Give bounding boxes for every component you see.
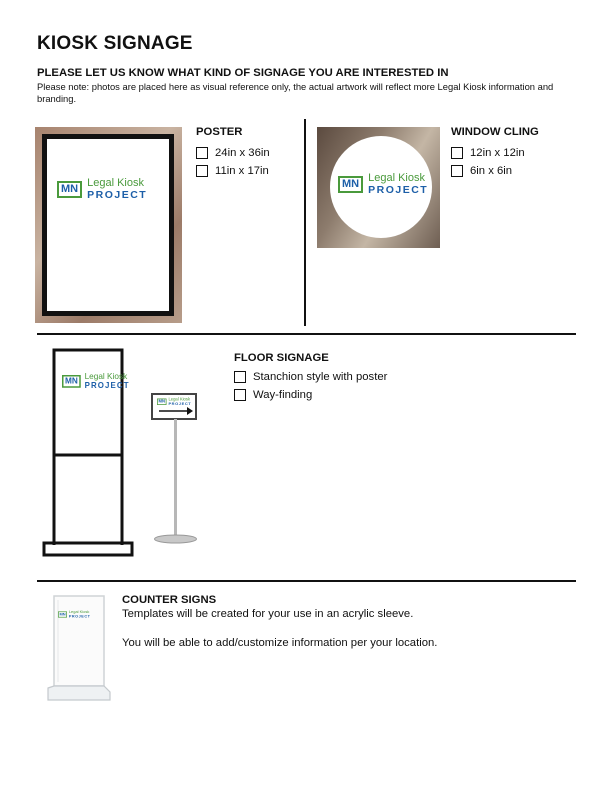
option-label: Way-finding	[253, 389, 313, 401]
logo-line1: Legal Kiosk	[168, 397, 191, 402]
poster-heading: POSTER	[196, 126, 243, 138]
checkbox[interactable]	[234, 371, 246, 383]
mn-logo-icon: MN	[338, 176, 363, 193]
option-label: 6in x 6in	[470, 165, 513, 177]
option-label: 24in x 36in	[215, 147, 270, 159]
legal-kiosk-logo	[338, 172, 428, 196]
page-title: KIOSK SIGNAGE	[37, 33, 193, 54]
floor-option-way-finding[interactable]	[234, 386, 387, 404]
section-divider	[37, 333, 576, 335]
vertical-divider	[304, 119, 306, 326]
legal-kiosk-logo	[157, 397, 191, 406]
checkbox[interactable]	[451, 147, 463, 159]
floor-option-stanchion[interactable]	[234, 368, 387, 386]
legal-kiosk-logo	[58, 610, 90, 619]
option-label: 11in x 17in	[215, 165, 269, 177]
logo-line2: PROJECT	[68, 614, 91, 619]
window-cling-option-12x12[interactable]	[451, 144, 525, 162]
mn-logo-icon: MN	[62, 375, 81, 388]
page-subtitle: PLEASE LET US KNOW WHAT KIND OF SIGNAGE YOU ARE INTERESTED IN	[37, 67, 449, 79]
logo-line2: PROJECT	[84, 381, 130, 390]
logo-line2: PROJECT	[168, 401, 192, 407]
window-cling-options	[451, 144, 525, 180]
mn-logo-icon: MN	[158, 399, 166, 404]
checkbox[interactable]	[451, 165, 463, 177]
window-cling-circle	[330, 136, 432, 238]
window-cling-photo	[317, 127, 440, 248]
option-label: 12in x 12in	[470, 147, 525, 159]
option-label: Stanchion style with poster	[253, 371, 388, 383]
counter-signs-text-2: You will be able to add/customize information per your location.	[122, 637, 438, 649]
poster-option-24x36[interactable]	[196, 144, 270, 162]
counter-signs-text-1: Templates will be created for your use in an acrylic sleeve.	[122, 608, 414, 620]
legal-kiosk-logo	[57, 177, 147, 201]
poster-option-11x17[interactable]	[196, 162, 270, 180]
checkbox[interactable]	[196, 165, 208, 177]
window-cling-option-6x6[interactable]	[451, 162, 525, 180]
floor-signage-heading: FLOOR SIGNAGE	[234, 352, 329, 364]
window-cling-heading: WINDOW CLING	[451, 126, 539, 138]
logo-line1: Legal Kiosk	[84, 372, 128, 381]
mn-logo-icon: MN	[57, 181, 82, 198]
logo-line1: Legal Kiosk	[368, 172, 425, 184]
mn-logo-icon: MN	[59, 611, 66, 617]
floor-signage-options	[234, 368, 387, 404]
legal-kiosk-logo	[62, 372, 130, 390]
logo-line1: Legal Kiosk	[68, 610, 90, 615]
poster-frame	[42, 134, 174, 316]
checkbox[interactable]	[196, 147, 208, 159]
counter-signs-heading: COUNTER SIGNS	[122, 594, 217, 606]
logo-line2: PROJECT	[87, 189, 148, 201]
poster-options	[196, 144, 270, 180]
logo-line1: Legal Kiosk	[87, 177, 144, 189]
page-note: Please note: photos are placed here as visual reference only, the actual artwork will reflect more Legal Kiosk information and branding.	[37, 81, 554, 104]
checkbox[interactable]	[234, 389, 246, 401]
section-divider	[37, 580, 576, 582]
logo-line2: PROJECT	[368, 184, 429, 196]
poster-photo	[35, 127, 182, 323]
